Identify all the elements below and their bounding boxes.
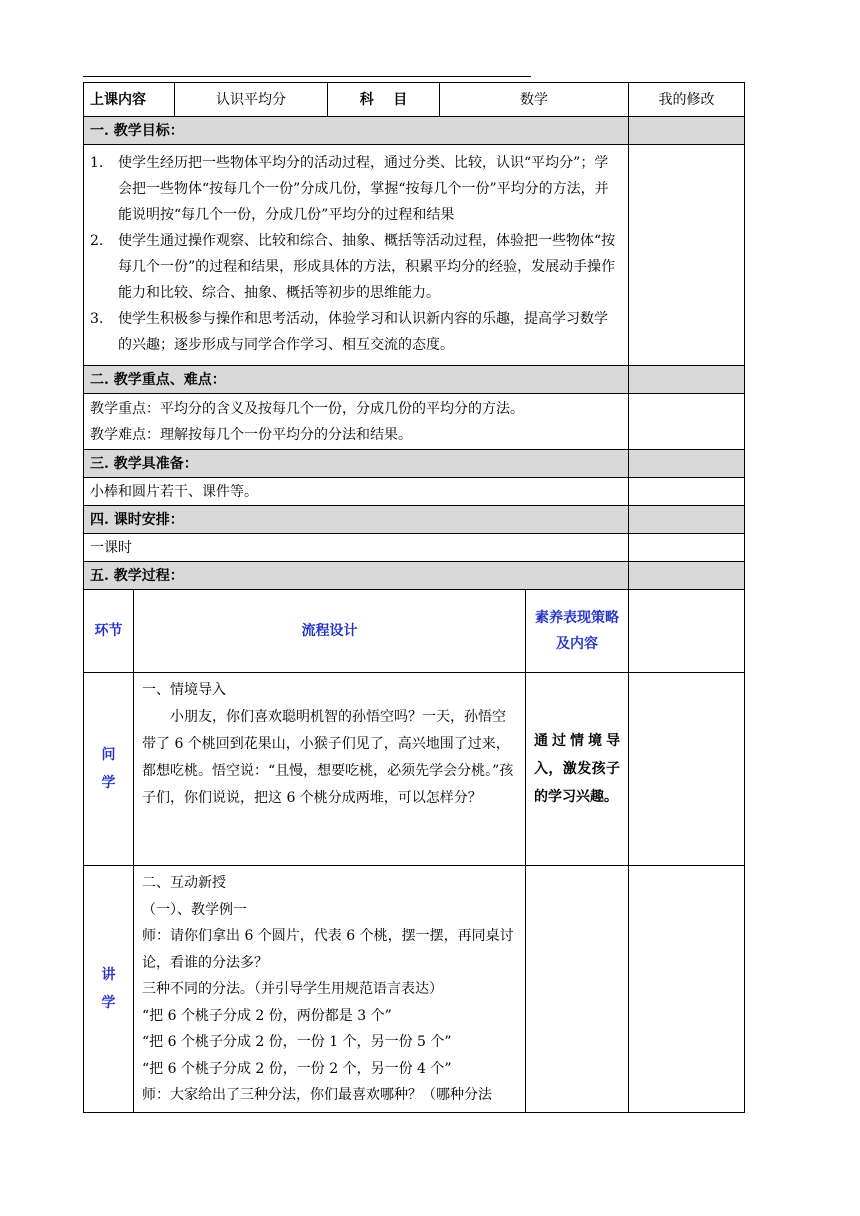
edit-cell[interactable] xyxy=(628,533,745,562)
stage-ask-content xyxy=(133,672,526,866)
teach-line: “把 6 个桃子分成 2 份，两份都是 3 个” xyxy=(142,1007,392,1024)
stage-ask-body: 小朋友，你们喜欢聪明机智的孙悟空吗？一天，孙悟空带了 6 个桃回到花果山，小猴子们见了，高兴地围了过来，都想吃桃。悟空说：“且慢，想要吃桃，必须先学会分桃。”孩子们，你们说说，把这 6 个桃分成两堆，可以怎样分？ xyxy=(142,709,514,806)
teach-line: （一）、教学例一 xyxy=(142,901,247,918)
subject-value: 数学 xyxy=(439,82,629,117)
difficulty-text: 教学难点：理解按每几个一份平均分的分法和结果。 xyxy=(90,427,412,443)
edit-cell[interactable] xyxy=(628,561,745,590)
schedule-title-row xyxy=(83,505,745,534)
stage-teach-row xyxy=(83,865,745,1113)
schedule-title: 四. 课时安排： xyxy=(83,505,629,534)
objectives-list xyxy=(83,144,629,366)
objective-item: 1. 使学生经历把一些物体平均分的活动过程，通过分类、比较，认识“平均分”；学会把一些物体“按每几个一份”分成几份，掌握“按每几个一份”平均分的方法，并能说明按“每几个一份，分成几份”平均分的过程和结果 xyxy=(90,155,609,223)
objectives-title-row xyxy=(83,116,745,145)
stage-header: 环节 xyxy=(83,589,134,673)
label-content: 上课内容 xyxy=(83,82,175,117)
stage-ask-heading: 一、情境导入 xyxy=(142,682,226,698)
objectives-title: 一. 教学目标： xyxy=(83,116,629,145)
keypoints-content xyxy=(83,393,629,450)
process-title-row xyxy=(83,561,745,590)
keypoints-title-row xyxy=(83,365,745,394)
teach-line: 三种不同的分法。（并引导学生用规范语言表达） xyxy=(142,981,443,997)
prep-row xyxy=(83,477,745,506)
stage-teach-content xyxy=(133,865,526,1113)
prep-title: 三. 教学具准备： xyxy=(83,449,629,478)
stage-teach-label: 讲 学 xyxy=(83,865,134,1113)
schedule-row xyxy=(83,533,745,562)
prep-title-row xyxy=(83,449,745,478)
keypoint-text: 教学重点：平均分的含义及按每几个一份，分成几份的平均分的方法。 xyxy=(90,401,524,417)
header-rule xyxy=(83,76,531,77)
teach-line: “把 6 个桃子分成 2 份，一份 2 个，另一份 4 个” xyxy=(142,1060,452,1077)
process-header-row xyxy=(83,589,745,673)
label-subject: 科 目 xyxy=(327,82,440,117)
stage-ask-strategy: 通过情境导入，激发孩子的学习兴趣。 xyxy=(525,672,629,866)
label-my-edit: 我的修改 xyxy=(628,82,745,117)
keypoints-title: 二. 教学重点、难点： xyxy=(83,365,629,394)
edit-cell[interactable] xyxy=(628,393,745,450)
edit-cell[interactable] xyxy=(628,144,745,366)
schedule-text: 一课时 xyxy=(83,533,629,562)
objective-item: 3. 使学生积极参与操作和思考活动，体验学习和认识新内容的乐趣，提高学习数学的兴趣；逐步形成与同学合作学习、相互交流的态度。 xyxy=(90,311,608,353)
keypoints-row xyxy=(83,393,745,450)
stage-teach-strategy xyxy=(525,865,629,1113)
edit-cell[interactable] xyxy=(628,449,745,478)
lesson-title: 认识平均分 xyxy=(174,82,328,117)
edit-cell[interactable] xyxy=(628,477,745,506)
header-row xyxy=(83,82,745,117)
teach-line: 师：大家给出了三种分法，你们最喜欢哪种？（哪种分法 xyxy=(142,1087,492,1103)
teach-line: 师：请你们拿出 6 个圆片，代表 6 个桃，摆一摆，再同桌讨论，看谁的分法多？ xyxy=(142,928,514,971)
objective-item: 2. 使学生通过操作观察、比较和综合、抽象、概括等活动过程，体验把一些物体“按每几个一份”的过程和结果，形成具体的方法，积累平均分的经验，发展动手操作能力和比较、综合、抽象、概括等初步的思维能力。 xyxy=(90,233,616,301)
design-header: 流程设计 xyxy=(133,589,526,673)
process-title: 五. 教学过程： xyxy=(83,561,629,590)
stage-teach-heading: 二、互动新授 xyxy=(142,875,226,891)
objectives-row xyxy=(83,144,745,366)
stage-ask-row xyxy=(83,672,745,866)
edit-cell[interactable] xyxy=(628,505,745,534)
edit-cell[interactable] xyxy=(628,672,745,866)
edit-cell[interactable] xyxy=(628,589,745,673)
edit-cell[interactable] xyxy=(628,365,745,394)
teach-line: “把 6 个桃子分成 2 份，一份 1 个，另一份 5 个” xyxy=(142,1034,452,1050)
prep-text: 小棒和圆片若干、课件等。 xyxy=(83,477,629,506)
strategy-header: 素养表现策略 及内容 xyxy=(525,589,629,673)
stage-ask-label: 问 学 xyxy=(83,672,134,866)
edit-cell[interactable] xyxy=(628,116,745,145)
edit-cell[interactable] xyxy=(628,865,745,1113)
